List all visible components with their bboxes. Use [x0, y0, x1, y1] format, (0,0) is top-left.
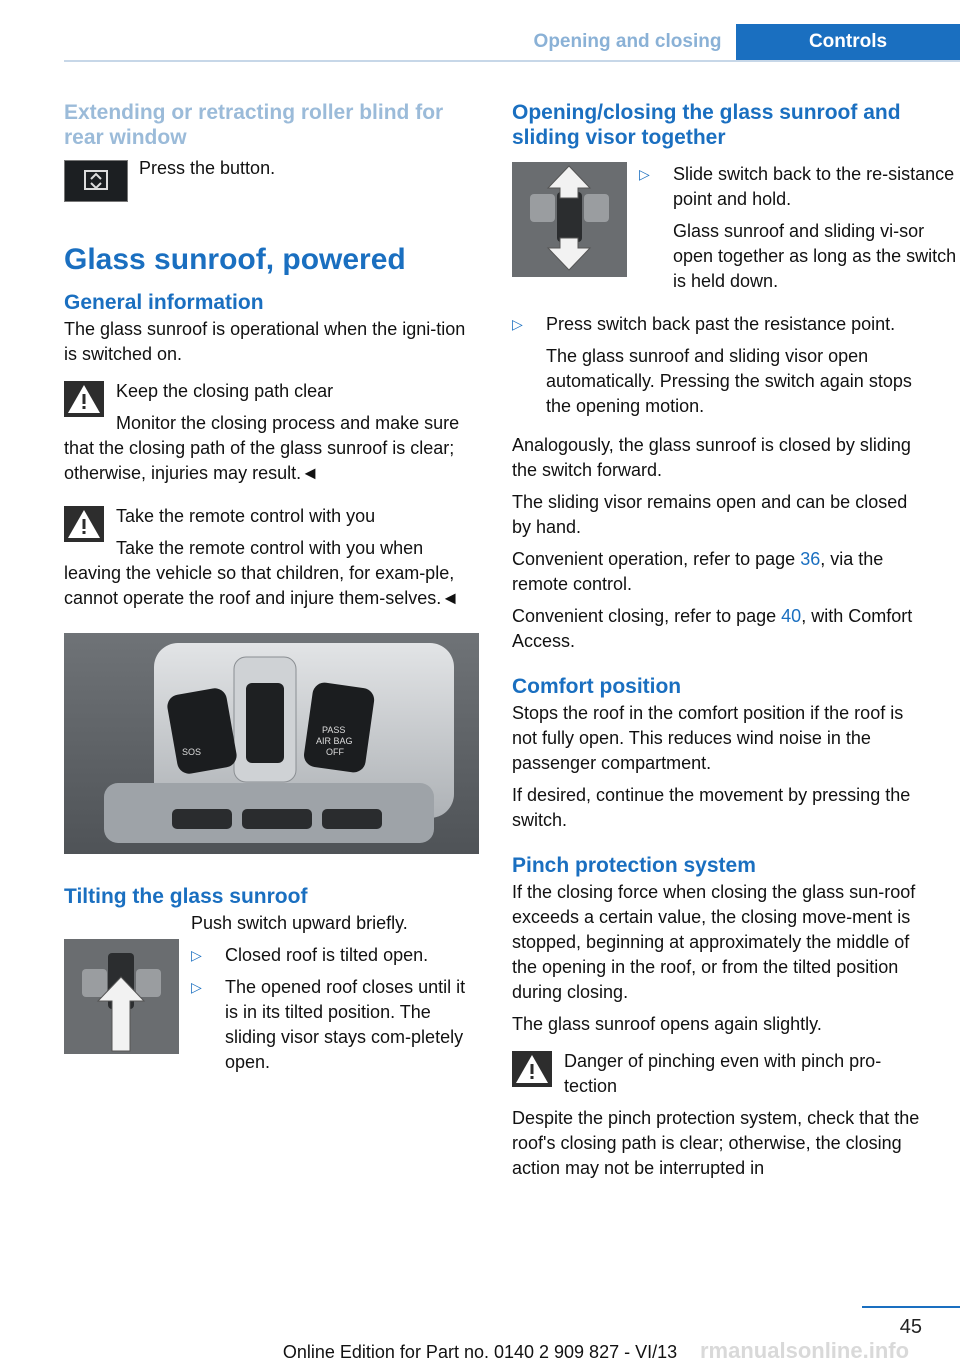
comfort-heading: Comfort position [512, 675, 682, 698]
roller-blind-button-icon [64, 160, 128, 202]
pinch-text: If the closing force when closing the glass sun-roof exceeds a certain value, the closing move-ment is stopped, beginning at approximately the middle of the opening in the roof, or from the tilted position during closing. [512, 882, 916, 1002]
visor-text: The sliding visor remains open and can be closed by hand. [512, 492, 908, 537]
tilting-text: Push switch upward briefly. [191, 913, 408, 933]
page-number: 45 [899, 1316, 922, 1338]
footer-divider [862, 1306, 960, 1308]
general-info-text: The glass sunroof is operational when the igni-tion is switched on. [64, 319, 466, 364]
right-column [512, 100, 957, 1188]
warning-remote-control [64, 504, 479, 529]
together-heading: Opening/closing the glass sunroof and sliding visor together [512, 101, 901, 149]
together-bullet-1: ▷ Slide switch back to the re-sistance point and hold. Glass sunroof and sliding vi-sor open together as long as the switch is held down. [639, 164, 957, 291]
page-36-link[interactable]: 36 [800, 549, 821, 569]
comfort-text: Stops the roof in the comfort position if the roof is not fully open. This reduces wind noise in the passenger compartment. [512, 703, 904, 773]
page-title: Glass sunroof, powered [64, 243, 406, 276]
pinch-text-2: The glass sunroof opens again slightly. [512, 1014, 822, 1034]
warning-triangle-icon [512, 1051, 552, 1087]
comfort-text-2: If desired, continue the movement by pressing the switch. [512, 785, 911, 830]
left-column [64, 100, 479, 1091]
passenger-airbag-label-airbag: AIR BAG [316, 736, 353, 746]
page-40-link[interactable]: 40 [781, 606, 802, 626]
roller-blind-text: Press the button. [139, 158, 276, 178]
warning-triangle-icon [64, 381, 104, 417]
tilt-switch-image [64, 939, 179, 1054]
warning-closing-path-text: Monitor the closing process and make sure that the closing path of the glass sunroof is clear; otherwise, injuries may result.◄ [64, 413, 460, 483]
warning-pinching-title: Danger of pinching even with pinch pro-tection [564, 1051, 882, 1096]
watermark: rmanualsonline.info [700, 1338, 910, 1363]
bullet-triangle-icon: ▷ [191, 947, 202, 963]
roller-blind-heading: Extending or retracting roller blind for rear window [64, 101, 444, 149]
sos-button-label: SOS [182, 747, 202, 757]
tilting-heading: Tilting the glass sunroof [64, 885, 308, 908]
convenient-closing-text: Convenient closing, refer to page 40, with Comfort Access. [512, 606, 913, 651]
slide-back-switch-image [512, 162, 627, 277]
header-divider [64, 60, 960, 62]
tilt-bullet-2: ▷ The opened roof closes until it is in its tilted position. The sliding visor stays com-pletely open. [191, 977, 466, 1072]
passenger-airbag-label-pass: PASS [322, 725, 346, 735]
pinch-heading: Pinch protection system [512, 854, 756, 877]
passenger-airbag-label-off: OFF [326, 747, 344, 757]
header-chapter-tab: Controls [736, 24, 960, 60]
warning-pinching-text: Despite the pinch protection system, check that the roof's closing path is clear; otherwise, the closing action may not be interrupted in [512, 1108, 920, 1178]
warning-closing-path [64, 379, 479, 404]
convenient-operation-text: Convenient operation, refer to page 36, via the remote control. [512, 549, 884, 594]
warning-closing-path-title: Keep the closing path clear [116, 381, 334, 401]
bullet-triangle-icon: ▷ [639, 166, 650, 182]
warning-remote-control-text: Take the remote control with you when leaving the vehicle so that children, for exam-ple, cannot operate the roof and injure them-selves.◄ [64, 538, 460, 608]
bullet-triangle-icon: ▷ [191, 979, 202, 995]
warning-triangle-icon [64, 506, 104, 542]
roller-blind-instruction [64, 156, 479, 242]
analogous-text: Analogously, the glass sunroof is closed by sliding the switch forward. [512, 435, 911, 480]
page-header [0, 0, 960, 62]
together-section-1 [512, 162, 957, 312]
tilting-section [64, 911, 479, 1091]
roof-console-photo [64, 633, 479, 854]
edition-note: Online Edition for Part no. 0140 2 909 827 - VI/13 [282, 1342, 678, 1362]
general-info-heading: General information [64, 291, 264, 314]
warning-remote-control-title: Take the remote control with you [116, 506, 376, 526]
together-bullet-2: ▷ Press switch back past the resistance point. The glass sunroof and sliding visor open automatically. Pressing the switch again stops the opening motion. [512, 314, 912, 416]
warning-pinching [512, 1049, 930, 1099]
bullet-triangle-icon: ▷ [512, 316, 523, 332]
tilt-bullet-1: ▷ Closed roof is tilted open. [191, 943, 481, 968]
header-section-title: Opening and closing [533, 31, 722, 52]
